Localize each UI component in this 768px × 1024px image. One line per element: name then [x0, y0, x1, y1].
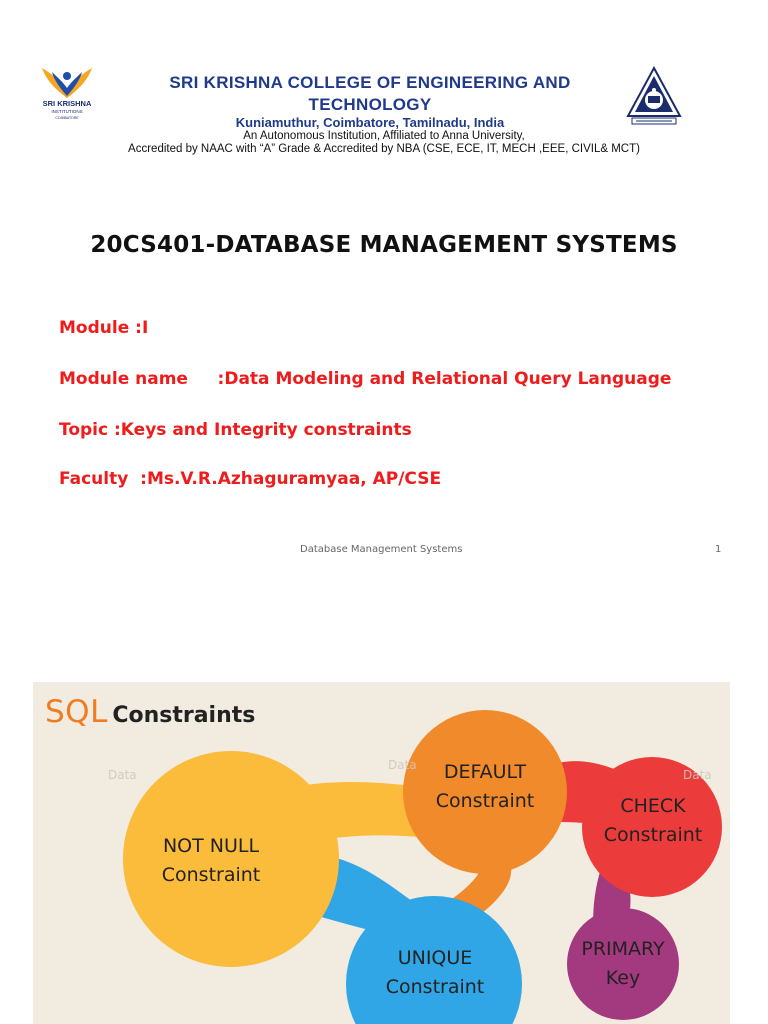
nba-emblem — [626, 66, 682, 128]
diagram-title-constraints: Constraints — [112, 703, 256, 728]
slide-page-number: 1 — [715, 544, 722, 555]
node-default-label — [436, 758, 535, 816]
node-label-line2: Constraint — [161, 864, 261, 886]
college-accreditation: Accredited by NAAC with “A” Grade & Accredited by NBA (CSE, ECE, IT, MECH ,EEE, CIVIL& MCT) — [128, 143, 640, 155]
node-label-line2: Constraint — [435, 790, 535, 812]
diagram-title-sql: SQL — [45, 694, 108, 730]
node-label-line1: NOT NULL — [162, 835, 260, 857]
emblem-icon — [626, 66, 682, 128]
logo-wings-icon — [38, 66, 96, 102]
college-name — [120, 72, 620, 116]
watermark: Data — [388, 758, 417, 772]
watermark: Data — [683, 768, 712, 782]
node-label-line1: CHECK — [620, 795, 686, 817]
node-label-line1: DEFAULT — [443, 761, 527, 783]
node-label-line1: PRIMARY — [581, 938, 665, 960]
sql-constraints-figure — [33, 682, 730, 1024]
college-affiliation: An Autonomous Institution, Affiliated to Anna University, — [243, 130, 525, 142]
node-unique-label — [386, 944, 485, 1002]
diagram-title — [45, 694, 255, 730]
module-number: Module :I — [59, 318, 149, 338]
node-label-line1: UNIQUE — [397, 947, 473, 969]
node-primary-label — [581, 935, 664, 993]
course-title: 20CS401-DATABASE MANAGEMENT SYSTEMS — [90, 232, 678, 258]
slide-footer: Database Management Systems — [300, 544, 463, 555]
logo-sub-text: INSTITUTIONS — [51, 109, 83, 114]
sri-krishna-logo — [38, 66, 96, 128]
watermark: Data — [108, 768, 137, 782]
module-name: Module name :Data Modeling and Relational Query Language — [59, 369, 672, 389]
node-label-line2: Constraint — [385, 976, 485, 998]
topic: Topic :Keys and Integrity constraints — [59, 420, 412, 440]
college-name-line1: SRI KRISHNA COLLEGE OF ENGINEERING AND — [169, 73, 571, 92]
college-name-line2: TECHNOLOGY — [308, 95, 432, 114]
logo-brand-text: SRI KRISHNA — [42, 99, 92, 108]
node-not-null-label — [162, 832, 261, 890]
faculty: Faculty :Ms.V.R.Azhaguramyaa, AP/CSE — [59, 469, 442, 489]
logo-city-text: COIMBATORE — [55, 116, 79, 120]
node-label-line2: Key — [605, 967, 641, 989]
node-check-label — [604, 792, 703, 850]
node-label-line2: Constraint — [603, 824, 703, 846]
college-location: Kuniamuthur, Coimbatore, Tamilnadu, India — [235, 115, 505, 130]
